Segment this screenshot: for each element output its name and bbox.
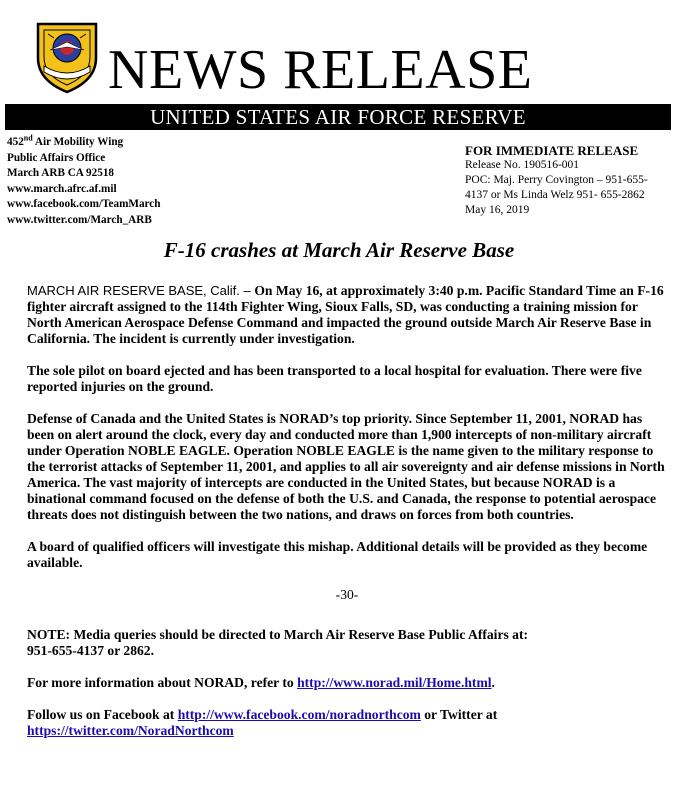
release-number: Release No. 190516-001 <box>465 159 580 171</box>
note-line-2: 951-655-4137 or 2862. <box>27 643 154 658</box>
twitter-link[interactable]: https://twitter.com/NoradNorthcom <box>27 723 234 738</box>
end-mark: -30- <box>335 587 359 602</box>
paragraph-1-text: On May 16, at approximately 3:40 p.m. Pacific Standard Time an F-16 fighter aircraft assigned to the 114th Fighter Wing, Sioux Falls, SD, was conducting a training mission for North American Aerospace Defense Command and impacted the ground outside March Air Reserve Base in California. The incident is currently under investigation. <box>27 283 664 346</box>
norad-text: For more information about NORAD, refer to <box>27 675 298 690</box>
wing-name: Air Mobility Wing <box>32 136 124 148</box>
wing-emblem-logo <box>30 20 104 94</box>
paragraph-3: Defense of Canada and the United States is NORAD’s top priority. Since September 11, 2001, NORAD has been on alert around the clock, every day and conducted more than 1,900 intercepts of non-military aircraft under Operation NOBLE EAGLE. Operation NOBLE EAGLE is the name given to the military response to the terrorist attacks of September 11, 2001, and applies to all air sovereignty and air defense missions in North America. The vast majority of intercepts are conducted in the United States, but because NORAD is a binational command focused on the defense of both the U.S. and Canada, the response to potential aerospace threats does not distinguish between the two nations, and draws on forces from both countries. <box>27 411 665 522</box>
dateline: MARCH AIR RESERVE BASE, Calif. – <box>27 283 255 298</box>
paragraph-4: A board of qualified officers will investigate this mishap. Additional details will be provided as they become available. <box>27 539 648 570</box>
paragraph-2: The sole pilot on board ejected and has been transported to a local hospital for evaluation. There were five reported injuries on the ground. <box>27 363 642 394</box>
wing-number: 452 <box>7 136 24 148</box>
office-line: Public Affairs Office <box>7 151 106 164</box>
follow-info <box>27 707 667 739</box>
poc-line-1: POC: Maj. Perry Covington – 951-655- <box>465 174 648 186</box>
contact-block-right <box>465 143 675 218</box>
facebook-line: www.facebook.com/TeamMarch <box>7 198 161 210</box>
poc-line-2: 4137 or Ms Linda Welz 951- 655-2862 <box>465 189 645 201</box>
note-line-1: NOTE: Media queries should be directed to March Air Reserve Base Public Affairs at: <box>27 627 529 642</box>
wing-line <box>7 135 161 151</box>
follow-text: Follow us on Facebook at <box>27 707 178 722</box>
article-body <box>27 283 667 755</box>
page-title: NEWS RELEASE <box>108 39 533 101</box>
follow-mid: or Twitter at <box>420 707 498 722</box>
norad-end: . <box>491 675 495 690</box>
headline: F-16 crashes at March Air Reserve Base <box>163 238 515 262</box>
facebook-link[interactable]: http://www.facebook.com/noradnorthcom <box>177 707 421 722</box>
media-note <box>27 627 667 659</box>
release-date: May 16, 2019 <box>465 204 530 216</box>
release-heading: FOR IMMEDIATE RELEASE <box>465 143 639 158</box>
wing-suffix: nd <box>23 133 33 143</box>
twitter-line: www.twitter.com/March_ARB <box>7 213 152 226</box>
norad-info <box>27 675 667 691</box>
paragraph-1 <box>27 283 667 347</box>
contact-block-left <box>7 135 161 228</box>
address-line: March ARB CA 92518 <box>7 167 115 179</box>
norad-link[interactable]: http://www.norad.mil/Home.html <box>297 675 492 690</box>
website-line: www.march.afrc.af.mil <box>7 182 117 195</box>
organization-banner: UNITED STATES AIR FORCE RESERVE <box>5 104 671 130</box>
